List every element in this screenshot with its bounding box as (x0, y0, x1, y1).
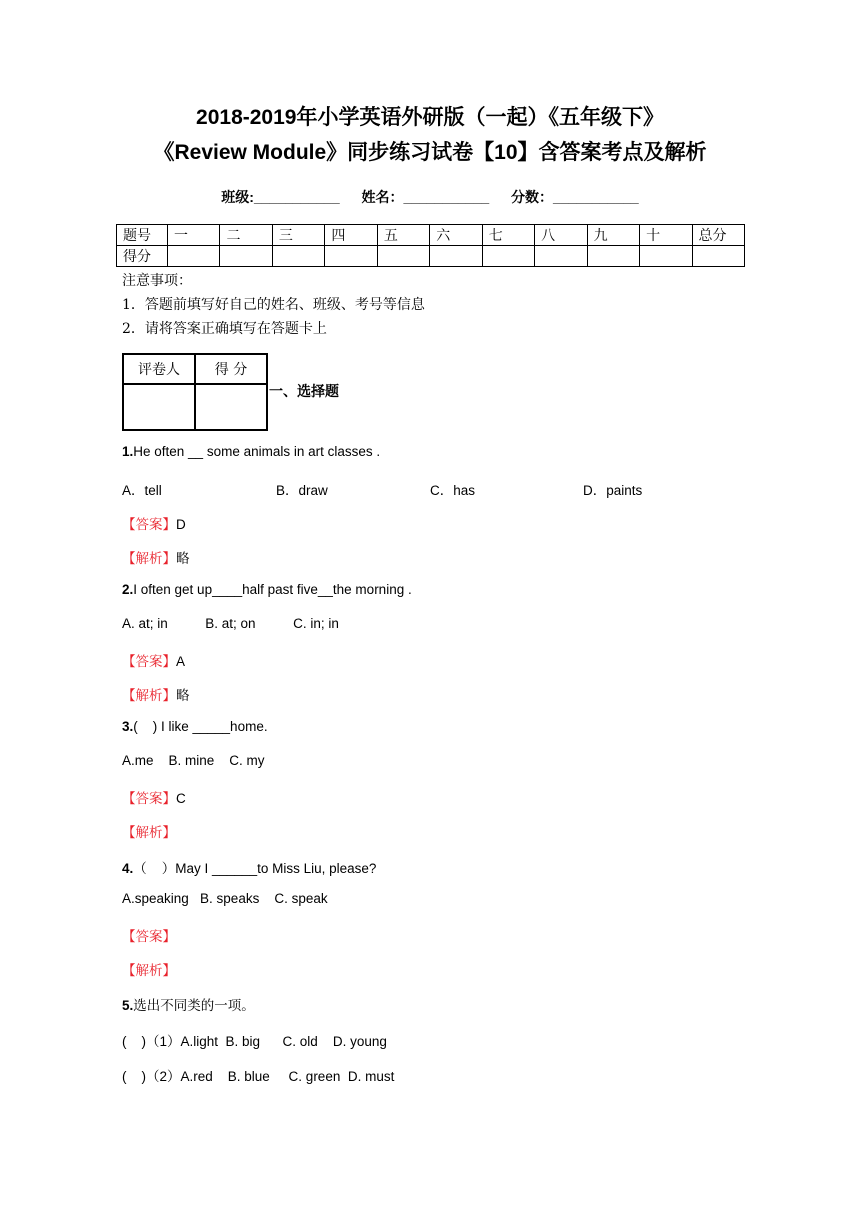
notes-item: 2．请将答案正确填写在答题卡上 (122, 321, 327, 337)
score-table (116, 224, 745, 267)
score-table-cell: 四 (325, 225, 377, 246)
answer-tag: 【答案】 (122, 517, 176, 532)
answer-row (122, 787, 186, 807)
answer-tag: 【答案】 (122, 791, 176, 806)
answer-value: D (176, 517, 186, 532)
score-table-cell: 二 (220, 225, 272, 246)
answer-row (122, 513, 186, 533)
analysis-tag: 【解析】 (122, 688, 176, 703)
grader-input-cell[interactable] (123, 384, 195, 430)
section-heading: 一、选择题 (269, 383, 339, 399)
answer-row (122, 650, 185, 670)
analysis-row (122, 684, 190, 704)
score-table-header-row (117, 225, 745, 246)
question-number: 2. (122, 582, 134, 597)
question-4 (122, 857, 376, 877)
answer-value: C (176, 791, 186, 806)
score-input-cell[interactable] (535, 246, 587, 267)
question-text: （ ）May I ______to Miss Liu, please? (133, 861, 377, 876)
analysis-tag: 【解析】 (122, 963, 176, 978)
question-1 (122, 444, 380, 459)
score-table-cell: 总分 (692, 225, 744, 246)
score-table-cell: 三 (272, 225, 324, 246)
analysis-tag: 【解析】 (122, 825, 176, 840)
score-table-cell: 题号 (117, 225, 168, 246)
question-number: 5. (122, 998, 134, 1013)
score-table-cell: 五 (377, 225, 429, 246)
notes-item: 1．答题前填写好自己的姓名、班级、考号等信息 (122, 297, 425, 313)
question-text: 选出不同类的一项。 (133, 998, 255, 1014)
grader-label: 评卷人 (123, 354, 195, 384)
question-text: He often __ some animals in art classes . (133, 444, 381, 459)
question-number: 1. (122, 444, 134, 459)
score-input-cell[interactable] (430, 246, 482, 267)
option-d: D．paints (583, 483, 643, 498)
question-text: I often get up____half past five__the morning . (133, 582, 412, 597)
grader-score-cell[interactable] (195, 384, 267, 430)
score-table-cell: 得分 (117, 246, 168, 267)
document-title-line1: 2018-2019年小学英语外研版（一起）《五年级下》 (196, 106, 664, 129)
question-5-item: ( )（2）A.red B. blue C. green D. must (122, 1069, 395, 1084)
score-input-cell[interactable] (482, 246, 534, 267)
score-input-cell[interactable] (587, 246, 639, 267)
question-2 (122, 582, 412, 597)
score-field-label: 分数：___________ (511, 189, 639, 205)
option-b: B．draw (276, 483, 328, 498)
score-table-cell: 八 (535, 225, 587, 246)
document-title-line2: 《Review Module》同步练习试卷【10】含答案考点及解析 (153, 141, 707, 164)
options-row: A. at; in B. at; on C. in; in (122, 616, 339, 631)
analysis-value: 略 (176, 688, 190, 703)
score-input-cell[interactable] (692, 246, 744, 267)
answer-row (122, 925, 176, 945)
score-table-cell: 九 (587, 225, 639, 246)
notes-heading: 注意事项： (122, 273, 192, 289)
analysis-tag: 【解析】 (122, 551, 176, 566)
analysis-row (122, 547, 190, 567)
question-number: 4. (122, 861, 134, 876)
option-a: A．tell (122, 483, 162, 498)
options-row: A.speaking B. speaks C. speak (122, 891, 328, 906)
score-input-cell[interactable] (168, 246, 220, 267)
class-field-label: 班级:___________ (221, 189, 340, 205)
answer-tag: 【答案】 (122, 929, 176, 944)
analysis-row (122, 821, 176, 841)
option-c: C．has (430, 483, 476, 498)
score-input-cell[interactable] (325, 246, 377, 267)
question-3 (122, 719, 268, 734)
analysis-row (122, 959, 176, 979)
grader-score-label: 得 分 (195, 354, 267, 384)
score-input-cell[interactable] (377, 246, 429, 267)
answer-value: A (176, 654, 186, 669)
score-table-cell: 十 (640, 225, 692, 246)
analysis-value: 略 (176, 551, 190, 566)
grader-table (122, 353, 268, 431)
question-5 (122, 994, 255, 1014)
student-info-row (0, 187, 860, 207)
notes-block (122, 269, 425, 341)
question-text: ( ) I like _____home. (133, 719, 268, 734)
name-field-label: 姓名：___________ (361, 189, 490, 205)
score-table-cell: 六 (430, 225, 482, 246)
score-table-score-row (117, 246, 745, 267)
score-input-cell[interactable] (272, 246, 324, 267)
score-table-cell: 一 (168, 225, 220, 246)
score-table-cell: 七 (482, 225, 534, 246)
score-input-cell[interactable] (640, 246, 692, 267)
answer-tag: 【答案】 (122, 654, 176, 669)
score-input-cell[interactable] (220, 246, 272, 267)
question-5-item: ( )（1）A.light B. big C. old D. young (122, 1034, 387, 1049)
options-row: A.me B. mine C. my (122, 753, 265, 768)
question-number: 3. (122, 719, 134, 734)
